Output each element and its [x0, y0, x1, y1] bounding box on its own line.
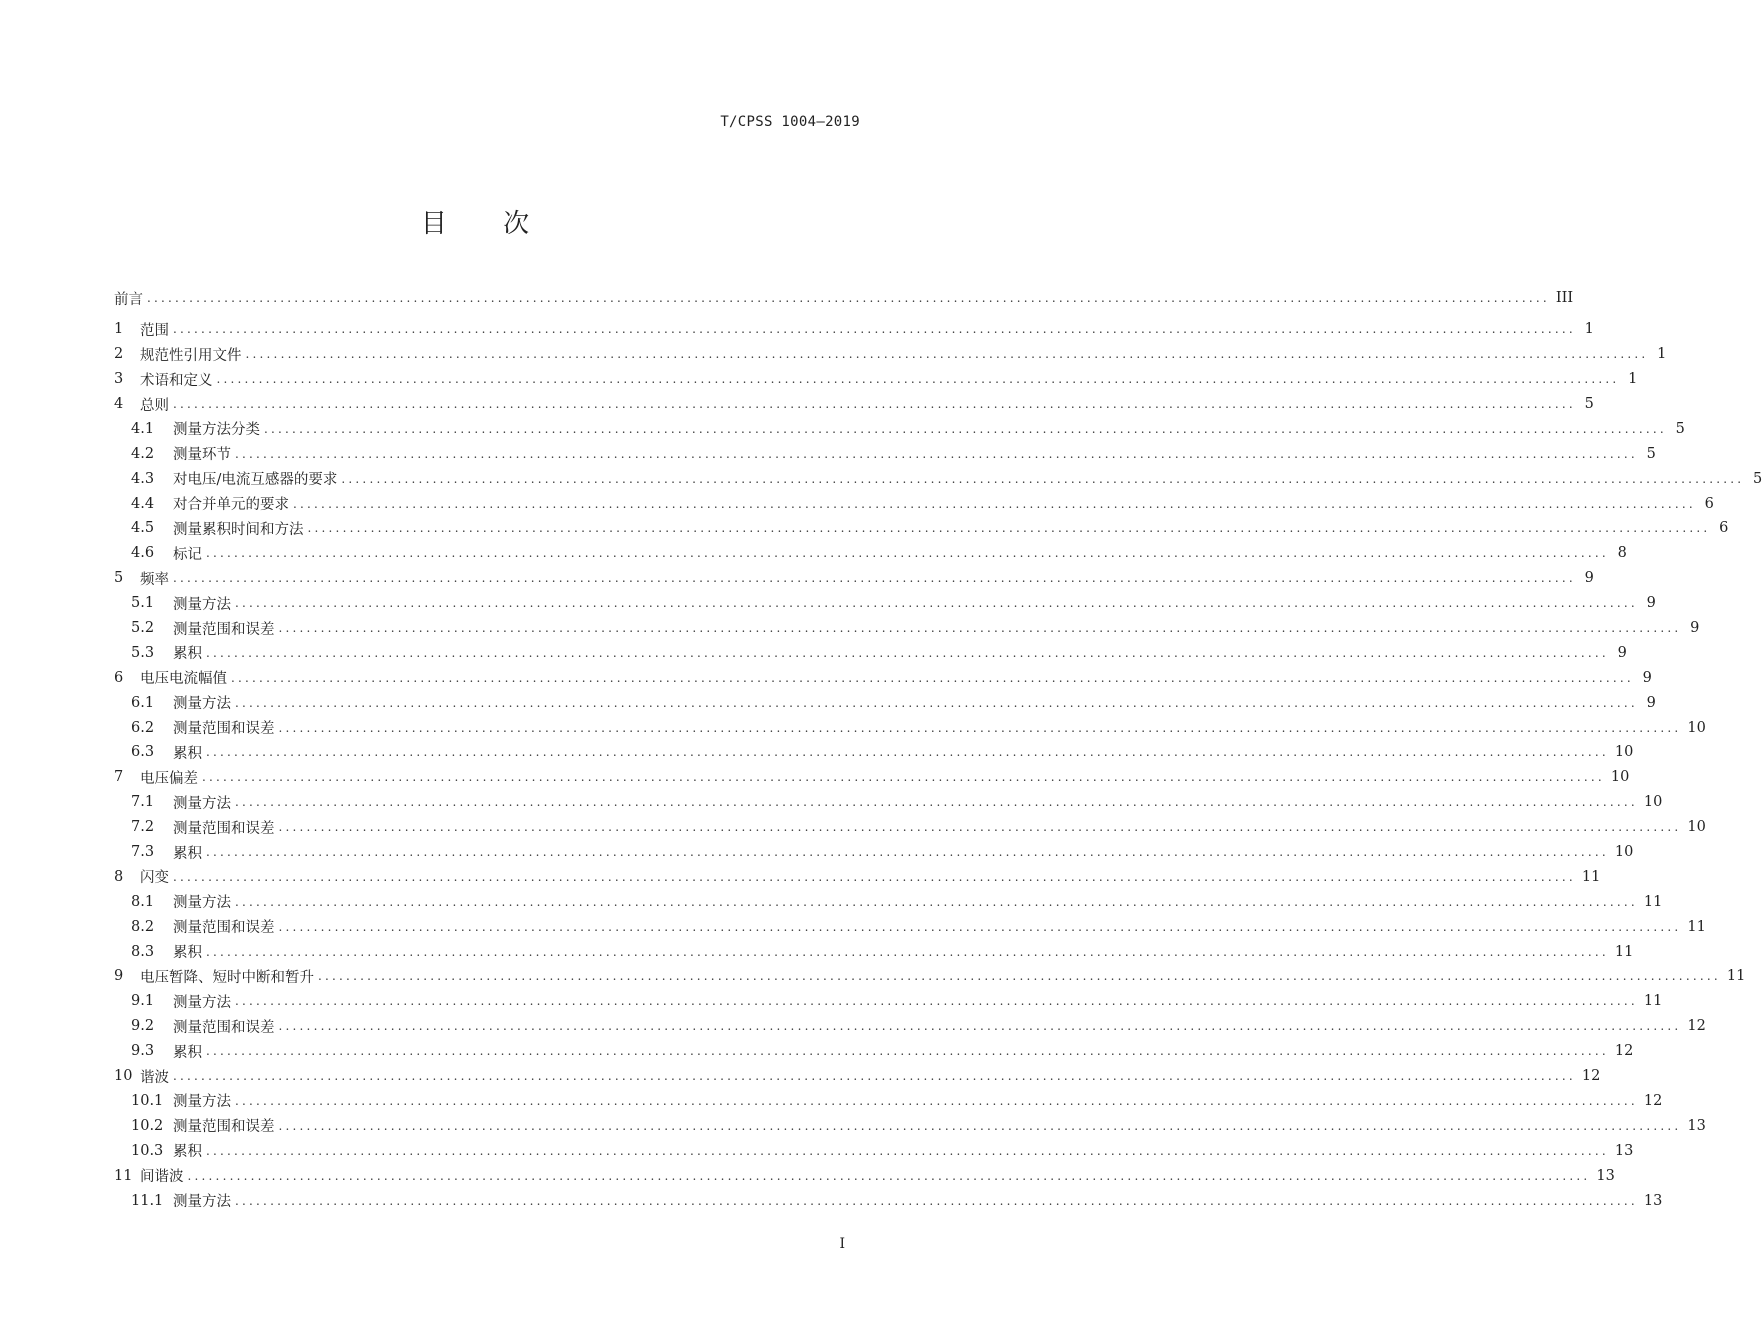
toc-entry[interactable] [114, 740, 1634, 765]
toc-entry-number: 10.2 [131, 1117, 164, 1134]
toc-entry-number: 4.2 [131, 445, 155, 462]
toc-entry-label: 测量环节 [173, 447, 231, 464]
toc-entry-page: 10 [1643, 794, 1663, 811]
toc-entry[interactable] [114, 591, 1656, 616]
toc-entry-number: 4.4 [131, 495, 155, 512]
toc-entry[interactable] [114, 1113, 1706, 1138]
toc-dot-leader: ........................................................................................................................................................................................................ [318, 969, 1721, 984]
toc-entry-number: 11.1 [131, 1192, 164, 1209]
toc-entry[interactable] [114, 367, 1638, 392]
toc-dot-leader: ........................................................................................................................................................................................................ [235, 994, 1638, 1009]
toc-entry-page: 6 [1704, 495, 1714, 512]
toc-entry-number: 5.2 [131, 620, 155, 637]
toc-entry-number: 6.2 [131, 719, 155, 736]
toc-entry-number: 8.1 [131, 893, 155, 910]
toc-entry-page: 9 [1690, 620, 1700, 637]
toc-entry[interactable] [114, 566, 1594, 591]
toc-entry-number: 2 [114, 346, 124, 363]
toc-entry-page: 9 [1646, 595, 1656, 612]
page-title: 目 次 [420, 209, 554, 239]
toc-entry-page: 13 [1596, 1167, 1615, 1184]
toc-entry-page: 10 [1687, 719, 1706, 736]
toc-entry[interactable] [114, 1089, 1663, 1114]
toc-entry-page: 9 [1646, 694, 1656, 711]
toc-entry-label: 测量范围和误差 [173, 1119, 275, 1136]
toc-entry-page: 5 [1675, 420, 1685, 437]
toc-entry-page: 1 [1628, 371, 1638, 388]
toc-dot-leader: ........................................................................................................................................................................................................ [278, 820, 1682, 835]
toc-entry-number: 6.1 [131, 694, 155, 711]
toc-entry-label: 谐波 [140, 1069, 169, 1086]
toc-entry[interactable] [114, 939, 1634, 964]
toc-entry[interactable] [114, 1163, 1615, 1188]
toc-entry-page: 6 [1719, 520, 1729, 537]
toc-dot-leader: ........................................................................................................................................................................................................ [173, 397, 1576, 411]
toc-entry-number: 4.6 [131, 545, 155, 562]
toc-entry[interactable] [114, 964, 1746, 989]
table-of-contents [114, 286, 1762, 1213]
toc-entry-label: 累积 [173, 646, 202, 663]
toc-entry-number: 9.3 [131, 1043, 155, 1060]
toc-entry-number: 8.2 [131, 918, 155, 935]
toc-entry-page: 9 [1642, 669, 1652, 686]
toc-entry[interactable] [114, 491, 1714, 516]
toc-entry-label: 总则 [140, 397, 169, 414]
toc-entry-label: 测量范围和误差 [173, 621, 275, 638]
toc-dot-leader: ........................................................................................................................................................................................................ [278, 621, 1682, 636]
toc-entry-label: 累积 [173, 845, 202, 862]
toc-entry-label: 测量方法 [173, 596, 231, 613]
toc-entry[interactable] [114, 466, 1762, 491]
toc-entry-number: 5.1 [131, 595, 155, 612]
toc-entry-label: 标记 [173, 546, 202, 563]
toc-entry-page: III [1555, 290, 1574, 307]
toc-entry-page: 11 [1643, 993, 1663, 1010]
toc-dot-leader: ........................................................................................................................................................................................................ [235, 1193, 1638, 1208]
toc-entry-label: 频率 [140, 571, 169, 588]
toc-entry-page: 5 [1584, 396, 1594, 412]
toc-dot-leader: ........................................................................................................................................................................................................ [206, 645, 1609, 660]
doc-code: T/CPSS 1004—2019 [720, 114, 860, 130]
toc-dot-leader: ........................................................................................................................................................................................................ [245, 347, 1649, 362]
toc-entry-label: 间谐波 [140, 1169, 184, 1186]
toc-dot-leader: ........................................................................................................................................................................................................ [187, 1168, 1591, 1183]
toc-entry[interactable] [114, 1014, 1706, 1039]
toc-dot-leader: ........................................................................................................................................................................................................ [206, 546, 1609, 561]
toc-entry[interactable] [114, 989, 1663, 1014]
toc-entry[interactable] [114, 690, 1656, 715]
toc-entry-page: 1 [1584, 321, 1594, 338]
toc-dot-leader: ........................................................................................................................................................................................................ [278, 720, 1682, 735]
toc-entry[interactable] [114, 392, 1594, 417]
toc-entry-page: 8 [1617, 545, 1627, 562]
toc-entry-number: 11 [114, 1167, 133, 1184]
toc-entry-label: 闪变 [140, 870, 169, 887]
toc-dot-leader: ........................................................................................................................................................................................................ [231, 670, 1634, 685]
toc-entry-page: 10 [1610, 769, 1630, 786]
toc-entry[interactable] [114, 541, 1627, 566]
toc-entry[interactable] [114, 1188, 1663, 1213]
toc-entry-number: 4.1 [131, 420, 155, 437]
toc-entry-page: 12 [1614, 1043, 1634, 1060]
toc-entry-label: 电压暂降、短时中断和暂升 [140, 969, 314, 986]
toc-entry-label: 累积 [173, 1144, 202, 1161]
toc-dot-leader: ........................................................................................................................................................................................................ [206, 1143, 1609, 1158]
toc-dot-leader: ........................................................................................................................................................................................................ [147, 291, 1550, 306]
toc-entry-number: 10.1 [131, 1092, 164, 1109]
toc-entry-label: 测量方法 [173, 696, 231, 713]
toc-entry-number: 7.1 [131, 794, 155, 811]
toc-entry[interactable] [114, 889, 1663, 914]
toc-entry-label: 累积 [173, 945, 202, 962]
toc-entry-number: 10 [114, 1068, 133, 1085]
toc-entry-number: 9.1 [131, 993, 155, 1010]
toc-entry-number: 10.3 [131, 1142, 164, 1159]
toc-entry-page: 12 [1581, 1068, 1601, 1085]
toc-dot-leader: ........................................................................................................................................................................................................ [173, 1069, 1576, 1084]
toc-dot-leader: ........................................................................................................................................................................................................ [173, 869, 1576, 884]
toc-entry[interactable] [114, 286, 1574, 311]
toc-entry[interactable] [114, 765, 1630, 790]
toc-dot-leader: ........................................................................................................................................................................................................ [341, 471, 1745, 486]
toc-dot-leader: ........................................................................................................................................................................................................ [307, 521, 1711, 536]
toc-entry-number: 5.3 [131, 644, 155, 661]
toc-dot-leader: ........................................................................................................................................................................................................ [235, 446, 1638, 461]
toc-entry-number: 3 [114, 371, 124, 388]
toc-entry-number: 6 [114, 669, 124, 686]
toc-entry-number: 4 [114, 396, 124, 412]
toc-entry-label: 对合并单元的要求 [173, 497, 289, 514]
toc-entry-number: 5 [114, 570, 124, 587]
toc-entry-number: 7.3 [131, 844, 155, 861]
toc-entry[interactable] [114, 616, 1700, 641]
toc-entry-label: 电压偏差 [140, 770, 198, 787]
toc-entry-page: 11 [1614, 943, 1634, 960]
toc-entry-label: 测量方法 [173, 994, 231, 1011]
toc-dot-leader: ........................................................................................................................................................................................................ [206, 845, 1609, 860]
toc-dot-leader: ........................................................................................................................................................................................................ [278, 1019, 1682, 1034]
toc-entry-label: 测量范围和误差 [173, 920, 275, 937]
toc-entry-label: 测量方法 [173, 1194, 231, 1210]
toc-entry-label: 累积 [173, 745, 202, 762]
toc-entry-number: 7.2 [131, 819, 155, 836]
toc-dot-leader: ........................................................................................................................................................................................................ [206, 745, 1609, 760]
toc-entry-page: 11 [1581, 868, 1601, 885]
toc-entry[interactable] [114, 715, 1706, 740]
toc-dot-leader: ........................................................................................................................................................................................................ [202, 770, 1605, 785]
toc-dot-leader: ........................................................................................................................................................................................................ [235, 1093, 1638, 1108]
toc-entry-page: 11 [1687, 918, 1706, 935]
toc-entry-label: 测量方法 [173, 795, 231, 812]
toc-entry-page: 12 [1687, 1018, 1706, 1035]
toc-entry[interactable] [114, 840, 1634, 865]
toc-entry-page: 10 [1687, 819, 1706, 836]
toc-entry-label: 测量范围和误差 [173, 820, 275, 837]
toc-entry[interactable] [114, 864, 1601, 889]
toc-entry-label: 测量方法 [173, 1094, 231, 1111]
toc-entry-number: 9.2 [131, 1018, 155, 1035]
toc-entry[interactable] [114, 1064, 1601, 1089]
toc-entry-page: 9 [1617, 644, 1627, 661]
page-number: I [839, 1236, 845, 1252]
toc-entry-page: 11 [1643, 893, 1663, 910]
toc-entry[interactable] [114, 815, 1706, 840]
toc-entry-page: 13 [1614, 1142, 1634, 1159]
toc-entry-number: 7 [114, 769, 124, 786]
toc-entry-page: 12 [1643, 1092, 1663, 1109]
toc-entry-page: 13 [1643, 1192, 1663, 1209]
toc-entry[interactable] [114, 317, 1594, 342]
toc-entry-label: 测量范围和误差 [173, 1019, 275, 1036]
toc-entry-page: 1 [1657, 346, 1667, 363]
toc-dot-leader: ........................................................................................................................................................................................................ [173, 322, 1576, 337]
toc-entry-page: 11 [1726, 968, 1746, 985]
toc-dot-leader: ........................................................................................................................................................................................................ [293, 496, 1696, 511]
toc-dot-leader: ........................................................................................................................................................................................................ [264, 421, 1667, 436]
toc-entry[interactable] [114, 342, 1667, 367]
toc-entry-number: 4.3 [131, 470, 155, 487]
toc-entry-page: 5 [1753, 470, 1762, 487]
toc-entry[interactable] [114, 416, 1685, 441]
toc-entry-number: 4.5 [131, 520, 155, 537]
toc-entry[interactable] [114, 1138, 1634, 1163]
toc-dot-leader: ........................................................................................................................................................................................................ [235, 894, 1638, 909]
toc-entry-number: 8 [114, 868, 124, 885]
toc-dot-leader: ........................................................................................................................................................................................................ [173, 571, 1576, 586]
toc-entry-label: 测量方法分类 [173, 422, 260, 439]
toc-dot-leader: ........................................................................................................................................................................................................ [235, 795, 1638, 810]
toc-entry[interactable] [114, 665, 1652, 690]
toc-entry[interactable] [114, 640, 1627, 665]
toc-entry-label: 累积 [173, 1044, 202, 1061]
toc-entry-label: 电压电流幅值 [140, 671, 227, 688]
toc-dot-leader: ........................................................................................................................................................................................................ [235, 596, 1638, 611]
toc-dot-leader: ........................................................................................................................................................................................................ [216, 372, 1620, 387]
toc-dot-leader: ........................................................................................................................................................................................................ [235, 695, 1638, 710]
toc-entry-number: 6.3 [131, 744, 155, 761]
toc-entry-label: 术语和定义 [140, 372, 213, 389]
toc-dot-leader: ........................................................................................................................................................................................................ [278, 919, 1682, 934]
toc-entry-label: 测量范围和误差 [173, 721, 275, 738]
toc-entry[interactable] [114, 914, 1706, 939]
toc-dot-leader: ........................................................................................................................................................................................................ [206, 1044, 1609, 1059]
toc-entry[interactable] [114, 441, 1656, 466]
toc-entry[interactable] [114, 1039, 1634, 1064]
toc-entry-page: 10 [1614, 844, 1634, 861]
toc-entry-page: 9 [1584, 570, 1594, 587]
toc-entry-number: 8.3 [131, 943, 155, 960]
toc-dot-leader: ........................................................................................................................................................................................................ [206, 944, 1609, 959]
toc-entry[interactable] [114, 790, 1663, 815]
toc-entry-page: 10 [1614, 744, 1634, 761]
toc-entry-page: 13 [1687, 1117, 1706, 1134]
toc-entry-number: 9 [114, 968, 124, 985]
toc-entry-label: 范围 [140, 322, 169, 339]
toc-entry-label: 规范性引用文件 [140, 347, 242, 364]
toc-entry-label: 测量累积时间和方法 [173, 521, 304, 538]
toc-entry-page: 5 [1646, 445, 1656, 462]
toc-dot-leader: ........................................................................................................................................................................................................ [278, 1118, 1682, 1133]
toc-entry-label: 对电压/电流互感器的要求 [173, 472, 338, 489]
toc-entry[interactable] [114, 516, 1729, 541]
toc-entry-label: 测量方法 [173, 895, 231, 912]
toc-entry-label: 前言 [114, 291, 143, 308]
toc-entry-number: 1 [114, 321, 124, 338]
